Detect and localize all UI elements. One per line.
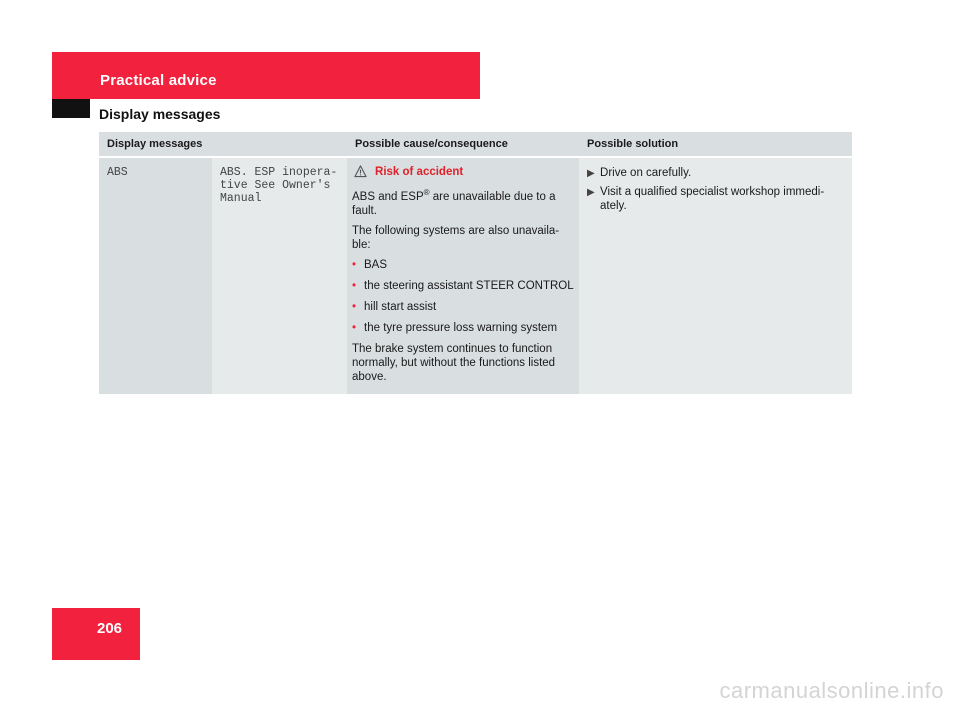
list-item-text: BAS	[364, 258, 388, 271]
symbol-cell	[99, 157, 212, 394]
list-item-text: the steering assistant STEER CONTROL	[364, 279, 574, 292]
column-header-display-messages: Display messages	[99, 132, 347, 157]
registered-mark: ®	[423, 188, 430, 197]
list-item	[352, 300, 577, 314]
cause-closing: The brake system continues to function normally, but without the functions listed above.	[352, 342, 556, 383]
header-marker	[52, 99, 90, 118]
warning-heading	[352, 165, 577, 178]
cause-cell	[347, 157, 579, 394]
list-item-text: the tyre pressure loss warning system	[364, 321, 558, 334]
page-number: 206	[97, 620, 123, 637]
warning-title: Risk of accident	[375, 165, 464, 178]
bullet-icon: •	[352, 279, 357, 292]
cause-intro	[352, 186, 577, 218]
warning-triangle-icon	[354, 165, 367, 178]
column-header-solution: Possible solution	[579, 132, 852, 157]
section-title: Practical advice	[100, 72, 217, 89]
display-messages-table	[99, 132, 852, 394]
chapter-header	[52, 52, 480, 99]
bullet-icon: •	[352, 258, 357, 271]
solution-cell	[579, 157, 852, 394]
display-text-line: ABS. ESP inopera-	[220, 166, 338, 179]
bullet-icon: •	[352, 300, 357, 313]
list-item-text: hill start assist	[364, 300, 437, 313]
display-text-line: tive See Owner's	[220, 179, 331, 192]
bullet-icon: •	[352, 321, 357, 334]
solution-step-text: Drive on carefully.	[600, 167, 692, 179]
step-arrow-icon: ▶	[587, 187, 595, 198]
list-item	[352, 321, 577, 335]
list-item	[352, 258, 577, 272]
page-subtitle: Display messages	[99, 106, 221, 122]
step-arrow-icon: ▶	[587, 168, 595, 179]
symbol-text: ABS	[107, 166, 128, 179]
list-item	[352, 279, 577, 293]
watermark: carmanualsonline.info	[719, 678, 944, 703]
display-text-line: Manual	[220, 192, 262, 205]
cause-intro-prefix: ABS and ESP	[352, 190, 424, 203]
column-header-cause: Possible cause/consequence	[347, 132, 579, 157]
cause-intro-suffix: are unavailable due to a fault.	[352, 190, 556, 217]
table-header-row	[99, 132, 852, 157]
solution-step	[587, 166, 844, 181]
cause-following: The following systems are also unavaila-ble:	[352, 224, 560, 251]
table-row	[99, 157, 852, 394]
solution-step	[587, 185, 844, 213]
page-number-box	[52, 608, 140, 660]
display-text-cell	[212, 157, 347, 394]
solution-step-text: Visit a qualified specialist workshop immedi-ately.	[600, 186, 825, 212]
